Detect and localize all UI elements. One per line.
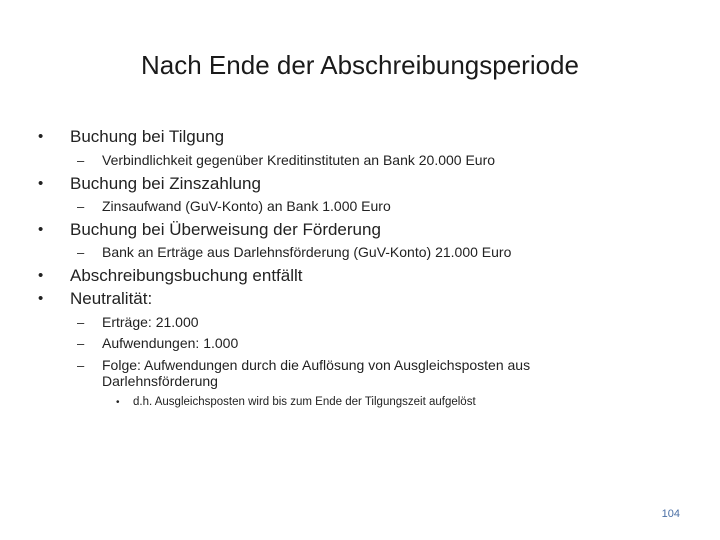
bullet-tilgung: Buchung bei Tilgung [70, 127, 225, 146]
dash-marker: – [77, 245, 85, 260]
dash-marker: – [77, 153, 85, 168]
bullet-marker: • [38, 221, 44, 238]
dash-marker: – [77, 358, 85, 373]
subsub-item: d.h. Ausgleichsposten wird bis zum Ende der Tilgungszeit aufgelöst [133, 396, 476, 408]
bullet-ueberweisung: Buchung bei Überweisung der Förderung [70, 220, 381, 239]
bullet-zinszahlung: Buchung bei Zinszahlung [70, 174, 261, 193]
dash-marker: – [77, 199, 85, 214]
bullet-marker: • [116, 397, 120, 408]
sub-item: Zinsaufwand (GuV-Konto) an Bank 1.000 Euro [102, 198, 391, 214]
bullet-abschreibung: Abschreibungsbuchung entfällt [70, 266, 303, 285]
sub-item: Erträge: 21.000 [102, 314, 199, 330]
bullet-marker: • [38, 290, 44, 307]
bullet-marker: • [38, 175, 44, 192]
bullet-marker: • [38, 128, 44, 145]
sub-item: Folge: Aufwendungen durch die Auflösung von Ausgleichsposten aus Darlehnsförderung [102, 357, 531, 389]
sub-item: Verbindlichkeit gegenüber Kreditinstituten an Bank 20.000 Euro [102, 152, 496, 168]
page-number: 104 [661, 508, 680, 520]
sub-item: Bank an Erträge aus Darlehnsförderung (GuV-Konto) 21.000 Euro [102, 244, 512, 260]
bullet-neutralitaet: Neutralität: [70, 289, 153, 308]
sub-item: Aufwendungen: 1.000 [102, 335, 239, 351]
slide-title: Nach Ende der Abschreibungsperiode [141, 50, 579, 80]
dash-marker: – [77, 315, 85, 330]
dash-marker: – [77, 336, 85, 351]
bullet-marker: • [38, 267, 44, 284]
